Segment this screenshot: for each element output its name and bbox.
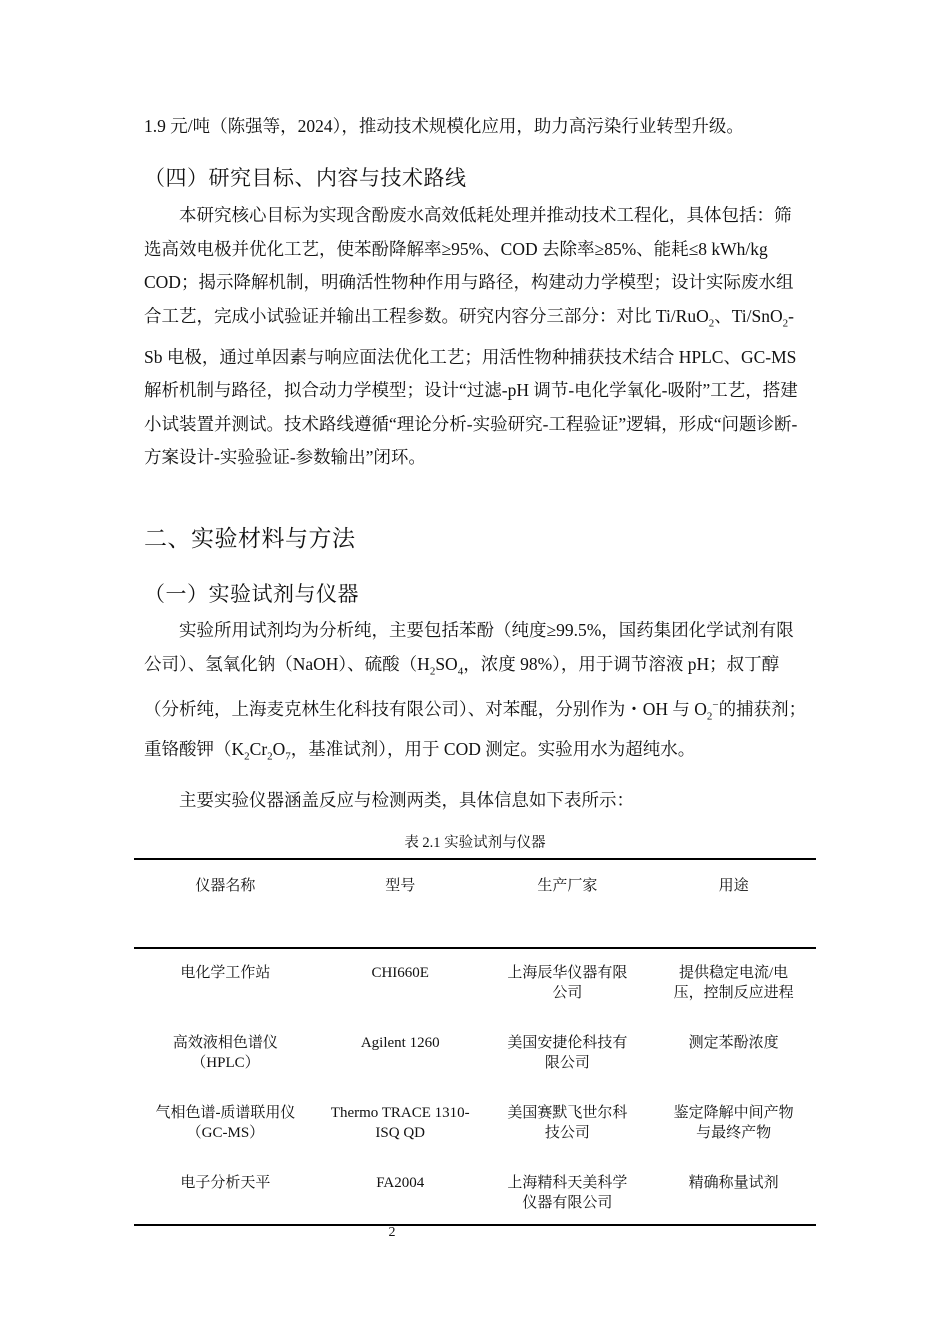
continued-paragraph (144, 110, 808, 144)
table-row (134, 1019, 816, 1089)
table-row (134, 1089, 816, 1159)
table-cell (651, 1019, 816, 1089)
section4-heading: （四）研究目标、内容与技术路线 (144, 166, 467, 190)
instruments-intro-paragraph (144, 784, 808, 818)
instruments-table (134, 858, 816, 1226)
cell-text: 电子分析天平 (180, 1175, 271, 1191)
page-number: 2 (388, 1225, 396, 1240)
table-cell (317, 1019, 484, 1089)
header-cell: 用途 (651, 859, 816, 948)
table-cell (484, 1159, 652, 1225)
cell-text: Agilent 1260 (360, 1035, 440, 1051)
cell-text: Thermo TRACE 1310-ISQ QD (330, 1105, 470, 1141)
header-cell: 型号 (317, 859, 484, 948)
subscript: 2 (782, 317, 789, 329)
table-cell (317, 1089, 484, 1159)
header-cell: 仪器名称 (134, 859, 317, 948)
table-cell (134, 1019, 317, 1089)
table-cell (651, 1159, 816, 1225)
text-run: O (272, 739, 286, 760)
table-cell (651, 1089, 816, 1159)
subscript: 2 (708, 317, 715, 329)
subscript: 2 (267, 750, 273, 763)
table-cell (317, 1159, 484, 1225)
cell-text: 美国赛默飞世尔科技公司 (507, 1105, 628, 1141)
header-cell: 生产厂家 (484, 859, 652, 948)
text-run: Cr (249, 739, 268, 760)
cell-text: 测定苯酚浓度 (688, 1035, 779, 1051)
table-row (134, 948, 816, 1019)
cell-text: CHI660E (371, 965, 429, 981)
cell-text: 上海精科天美科学仪器有限公司 (507, 1175, 628, 1211)
table-caption: 表 2.1 实验试剂与仪器 (404, 835, 546, 851)
cell-text: 精确称量试剂 (688, 1175, 779, 1191)
subscript: 2 (706, 709, 713, 722)
cell-text: 气相色谱-质谱联用仪（GC-MS） (155, 1105, 296, 1141)
continued-text: 1.9 元/吨（陈强等，2024），推动技术规模化应用，助力高污染行业转型升级。 (144, 116, 744, 136)
table-cell (651, 948, 816, 1019)
subscript: 2 (429, 665, 436, 677)
table-cell (484, 1089, 652, 1159)
text-run: 的捕获剂；重铬酸钾（K (144, 698, 807, 760)
cell-text: 高效液相色谱仪（HPLC） (172, 1035, 278, 1071)
text-run: 实验所用试剂均为分析纯，主要包括苯酚（纯度≥99.5%，国药集团化学试剂有限公司）、氢氧化钠（NaOH）、硫酸（H (144, 620, 794, 674)
cell-text: FA2004 (376, 1175, 425, 1191)
instruments-intro-text: 主要实验仪器涵盖反应与检测两类，具体信息如下表所示： (179, 790, 634, 810)
superscript: − (712, 698, 719, 711)
text-run: 、Ti/SnO (714, 305, 783, 326)
cell-text: 上海辰华仪器有限公司 (507, 965, 628, 1001)
table-cell (484, 948, 652, 1019)
table-cell (134, 1159, 317, 1225)
table-cell (134, 1089, 317, 1159)
text-run: -Sb 电极，通过单因素与响应面法优化工艺；用活性物种捕获技术结合 HPLC、GC-MS 解析机制与路径，拟合动力学模型；设计“过滤-pH 调节-电化学氧化-吸附”工艺，搭建小试装置并测试。技术路线遵循“理论分析-实验研究-工程验证”逻辑，形成“问题诊断-方案设计-实验验证-参数输出”闭环。 (144, 305, 798, 467)
text-run: ，浓度 98%），用于调节溶液 pH；叔丁醇（分析纯，上海麦克林生化科技有限公司）、对苯醌，分别作为・OH 与 O (144, 653, 780, 719)
subscript: 4 (457, 665, 464, 677)
cell-text: 鉴定降解中间产物与最终产物 (673, 1105, 794, 1141)
chapter2-heading: 二、实验材料与方法 (144, 526, 356, 552)
cell-text: 电化学工作站 (180, 965, 271, 981)
text-run: ，基准试剂），用于 COD 测定。实验用水为超纯水。 (290, 739, 696, 760)
reagents-paragraph (144, 614, 808, 774)
section1-heading: （一）实验试剂与仪器 (144, 582, 359, 606)
section4-paragraph (144, 199, 808, 475)
table-row (134, 1159, 816, 1225)
subscript: 2 (244, 750, 250, 763)
table-header-row (134, 859, 816, 948)
subscript: 7 (285, 750, 291, 763)
cell-text: 美国安捷伦科技有限公司 (507, 1035, 628, 1071)
table-cell (484, 1019, 652, 1089)
table-cell (317, 948, 484, 1019)
text-run: 本研究核心目标为实现含酚废水高效低耗处理并推动技术工程化，具体包括：筛选高效电极并优化工艺，使苯酚降解率≥95%、COD 去除率≥85%、能耗≤8 kWh/kg COD；揭示降解机制，明确活性物种作用与路径，构建动力学模型；设计实际废水组合工艺，完成小试验证并输出工程参数。研究内容分三部分：对比 Ti/RuO (144, 205, 794, 326)
table-cell (134, 948, 317, 1019)
text-run: SO (435, 653, 458, 674)
cell-text: 提供稳定电流/电压，控制反应进程 (673, 965, 794, 1001)
